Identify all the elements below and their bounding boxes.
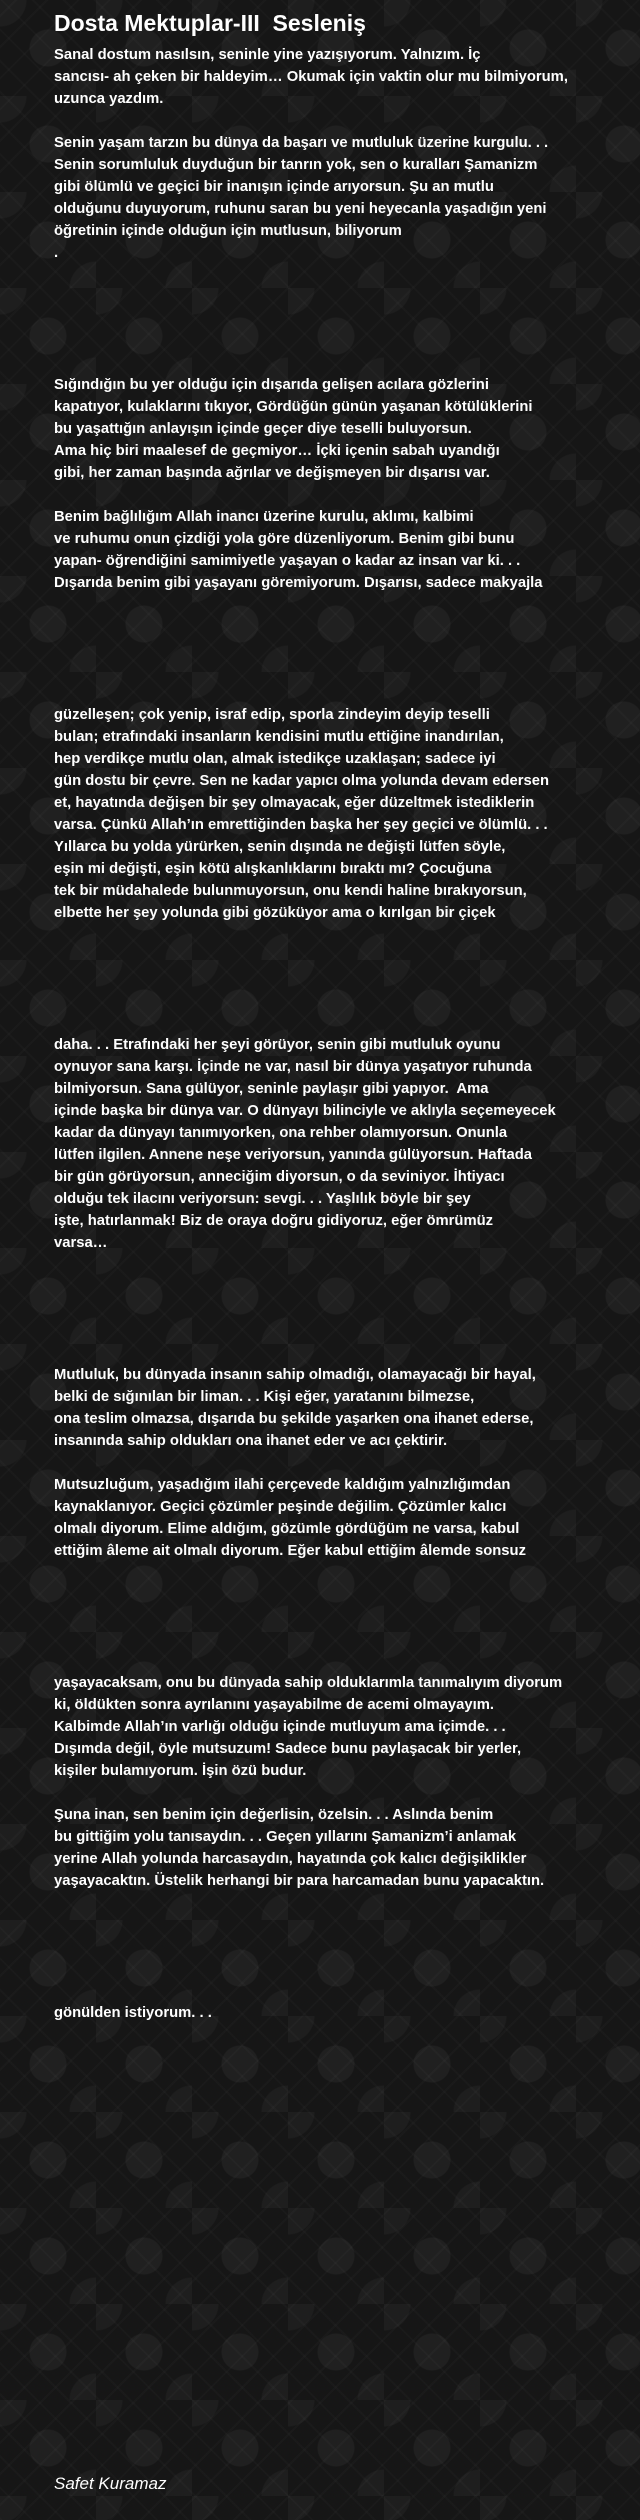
blank-line — [54, 946, 634, 968]
poem-line: bilmiyorsun. Sana gülüyor, seninle paylaşır gibi yapıyor. Ama — [54, 1081, 489, 1097]
poem-line: bir gün görüyorsun, anneciğim diyorsun, o da seviniyor. İhtiyacı — [54, 1169, 505, 1185]
poem-line: gönülden istiyorum. . . — [54, 2005, 212, 2021]
poem-line: kadar da dünyayı tanımıyorken, ona rehber olamıyorsun. Onunla — [54, 1125, 508, 1141]
blank-line — [54, 1254, 634, 1276]
poem-line: Benim bağlılığım Allah inancı üzerine kurulu, aklımı, kalbimi — [54, 509, 474, 525]
poem-line: . — [54, 245, 59, 261]
blank-line — [54, 594, 634, 616]
blank-line — [54, 1914, 634, 1936]
poem-line: eşin mi değişti, eşin kötü alışkanlıklarını bıraktı mı? Çocuğuna — [54, 861, 492, 877]
poem-line: öğretinin içinde olduğun için mutlusun, biliyorum — [54, 223, 402, 239]
poem-line: bulan; etrafındaki insanların kendisini mutlu ettiğine inandırılan, — [54, 729, 504, 745]
poem-line: Senin yaşam tarzın bu dünya da başarı ve mutluluk üzerine kurgulu. . . — [54, 135, 549, 151]
poem-line: varsa. Çünkü Allah’ın emrettiğinden başka her şey geçici ve ölümlü. . . — [54, 817, 548, 833]
poem-line: gibi ölümlü ve geçici bir inanışın içinde arıyorsun. Şu an mutlu — [54, 179, 494, 195]
blank-line — [54, 1892, 634, 1914]
poem-line: Yıllarca bu yolda yürürken, senin dışında ne değişti lütfen söyle, — [54, 839, 506, 855]
blank-line — [54, 1298, 634, 1320]
poem-line: Dışımda değil, öyle mutsuzum! Sadece bunu paylaşacak bir yerler, — [54, 1741, 522, 1757]
poem-line: Kalbimde Allah’ın varlığı olduğu içinde mutluyum ama içimde. . . — [54, 1719, 506, 1735]
blank-line — [54, 1650, 634, 1672]
blank-line — [54, 1342, 634, 1364]
poem-line: ona teslim olmazsa, dışarıda bu şekilde yaşarken ona ihanet ederse, — [54, 1411, 534, 1427]
blank-line — [54, 352, 634, 374]
blank-line — [54, 1320, 634, 1342]
blank-line — [54, 660, 634, 682]
blank-line — [54, 1936, 634, 1958]
poem-line: et, hayatında değişen bir şey olmayacak, eğer düzeltmek istediklerin — [54, 795, 535, 811]
poem-line: ki, öldükten sonra ayrılanını yaşayabilme de acemi olmayayım. — [54, 1697, 494, 1713]
poem-line: Senin sorumluluk duyduğun bir tanrın yok, sen o kuralları Şamanizm — [54, 157, 538, 173]
blank-line — [54, 1606, 634, 1628]
blank-line — [54, 616, 634, 638]
poem-line: Şuna inan, sen benim için değerlisin, özelsin. . . Aslında benim — [54, 1807, 494, 1823]
poem-line: güzelleşen; çok yenip, israf edip, sporla zindeyim deyip teselli — [54, 707, 490, 723]
poem-line: Mutsuzluğum, yaşadığım ilahi çerçevede kaldığım yalnızlığımdan — [54, 1477, 511, 1493]
blank-line — [54, 990, 634, 1012]
blank-line — [54, 308, 634, 330]
blank-line — [54, 1980, 634, 2002]
poem-line: işte, hatırlanmak! Biz de oraya doğru gidiyoruz, eğer ömrümüz — [54, 1213, 494, 1229]
poem-line: ve ruhumu onun çizdiği yola göre düzenliyorum. Benim gibi bunu — [54, 531, 515, 547]
poem-body — [54, 44, 634, 2024]
poem-line: Dışarıda benim gibi yaşayanı göremiyorum. Dışarısı, sadece makyajla — [54, 575, 543, 591]
poem-line: Ama hiç biri maalesef de geçmiyor… İçki içenin sabah uyandığı — [54, 443, 500, 459]
author-name: Safet Kuramaz — [54, 2474, 167, 2493]
poem-line: bu gittiğim yolu tanısaydın. . . Geçen yıllarını Şamanizm’i anlamak — [54, 1829, 517, 1845]
poem-line: tek bir müdahalede bulunmuyorsun, onu kendi haline bırakıyorsun, — [54, 883, 527, 899]
poem-line: Sanal dostum nasılsın, seninle yine yazışıyorum. Yalnızım. İç — [54, 47, 481, 63]
blank-line — [54, 1012, 634, 1034]
poem-line: sancısı- ah çeken bir haldeyim… Okumak için vaktin olur mu bilmiyorum, — [54, 69, 568, 85]
blank-line — [54, 968, 634, 990]
poem-line: uzunca yazdım. — [54, 91, 164, 107]
poem-line: kaynaklanıyor. Geçici çözümler peşinde değilim. Çözümler kalıcı — [54, 1499, 507, 1515]
blank-line — [54, 1628, 634, 1650]
poem-line: olduğu tek ilacını veriyorsun: sevgi. . . Yaşlılık böyle bir şey — [54, 1191, 471, 1207]
poem-line: olmalı diyorum. Elime aldığım, gözümle gördüğüm ne varsa, kabul — [54, 1521, 520, 1537]
poem-line: Mutluluk, bu dünyada insanın sahip olmadığı, olamayacağı bir hayal, — [54, 1367, 536, 1383]
poem-line: kapatıyor, kulaklarını tıkıyor, Gördüğün günün yaşanan kötülüklerini — [54, 399, 533, 415]
poem-line: varsa… — [54, 1235, 108, 1251]
poem-title: Dosta Mektuplar-III Sesleniş — [54, 10, 366, 36]
poem-line: yaşayacaksam, onu bu dünyada sahip olduklarımla tanımalıyım diyorum — [54, 1675, 563, 1691]
blank-line — [54, 110, 634, 132]
poem-line: gibi, her zaman başında ağrılar ve değişmeyen bir dışarısı var. — [54, 465, 490, 481]
poem-line: insanında sahip oldukları ona ihanet eder ve acı çektirir. — [54, 1433, 448, 1449]
poem-line: yerine Allah yolunda harcasaydın, hayatında çok kalıcı değişiklikler — [54, 1851, 527, 1867]
blank-line — [54, 1584, 634, 1606]
blank-line — [54, 264, 634, 286]
blank-line — [54, 1276, 634, 1298]
blank-line — [54, 682, 634, 704]
blank-line — [54, 1452, 634, 1474]
poem-line: yapan- öğrendiğini samimiyetle yaşayan o kadar az insan var ki. . . — [54, 553, 521, 569]
blank-line — [54, 286, 634, 308]
blank-line — [54, 484, 634, 506]
poem-line: lütfen ilgilen. Annene neşe veriyorsun, yanında gülüyorsun. Haftada — [54, 1147, 532, 1163]
poem-line: olduğunu duyuyorum, ruhunu saran bu yeni heyecanla yaşadığın yeni — [54, 201, 547, 217]
blank-line — [54, 924, 634, 946]
blank-line — [54, 1782, 634, 1804]
poem-line: ettiğim âleme ait olmalı diyorum. Eğer kabul ettiğim âlemde sonsuz — [54, 1543, 526, 1559]
poem-line: belki de sığınılan bir liman. . . Kişi eğer, yaratanını bilmezse, — [54, 1389, 475, 1405]
poem-line: yaşayacaktın. Üstelik herhangi bir para harcamadan bunu yapacaktın. — [54, 1873, 545, 1889]
poem-line: kişiler bulamıyorum. İşin özü budur. — [54, 1763, 307, 1779]
blank-line — [54, 638, 634, 660]
blank-line — [54, 1958, 634, 1980]
poem-line: elbette her şey yolunda gibi gözüküyor ama o kırılgan bir çiçek — [54, 905, 496, 921]
poem-line: gün dostu bir çevre. Sen ne kadar yapıcı olma yolunda devam edersen — [54, 773, 550, 789]
poem-line: bu yaşattığın anlayışın içinde geçer diye teselli buluyorsun. — [54, 421, 472, 437]
poem-line: oynuyor sana karşı. İçinde ne var, nasıl bir dünya yaşatıyor ruhunda — [54, 1059, 532, 1075]
blank-line — [54, 330, 634, 352]
poem-line: hep verdikçe mutlu olan, almak istedikçe uzaklaşan; sadece iyi — [54, 751, 496, 767]
poem-line: içinde başka bir dünya var. O dünyayı bilinciyle ve aklıyla seçemeyecek — [54, 1103, 556, 1119]
poem-line: daha. . . Etrafındaki her şeyi görüyor, senin gibi mutluluk oyunu — [54, 1037, 501, 1053]
blank-line — [54, 1562, 634, 1584]
poem-line: Sığındığın bu yer olduğu için dışarıda gelişen acılara gözlerini — [54, 377, 489, 393]
